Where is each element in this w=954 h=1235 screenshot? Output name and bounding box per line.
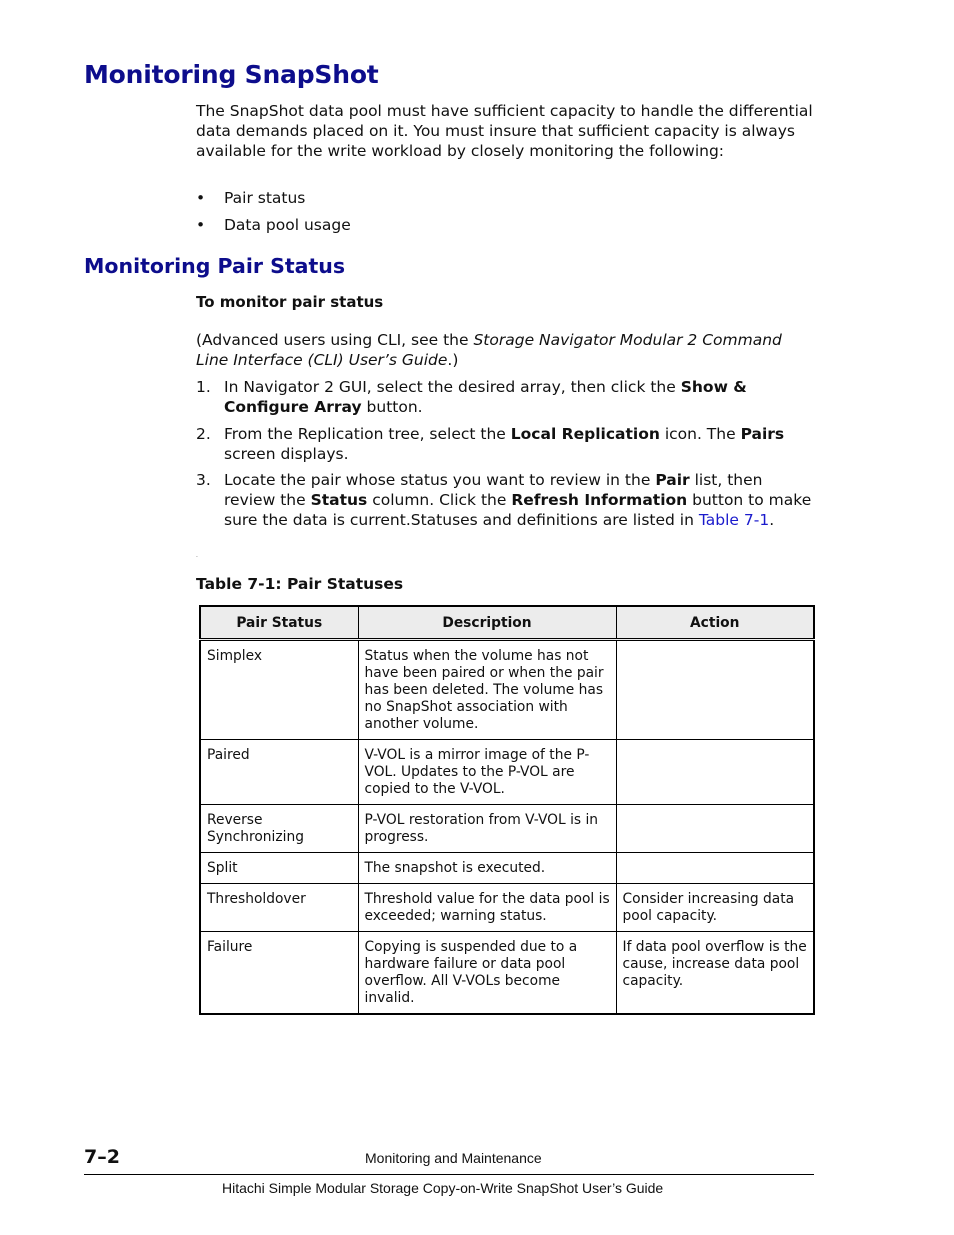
advanced-note-end: .) bbox=[447, 350, 459, 369]
step-text-run: column. Click the bbox=[367, 490, 512, 509]
table-row bbox=[200, 640, 814, 740]
action-cell bbox=[616, 640, 814, 740]
step-text-run: button. bbox=[361, 397, 423, 416]
step-text bbox=[224, 425, 816, 465]
step-item bbox=[196, 425, 816, 465]
step-text-run: From the Replication tree, select the bbox=[224, 425, 511, 443]
table-header-row bbox=[200, 606, 814, 640]
bullet-item bbox=[196, 188, 305, 208]
page-title: Monitoring SnapShot bbox=[84, 60, 379, 89]
bullet-text: Pair status bbox=[224, 189, 306, 207]
cli-guide-title: Storage Navigator Modular 2 Command Line Interface (CLI) User’s Guide bbox=[196, 331, 782, 369]
status-column-ref: Status bbox=[310, 490, 368, 509]
pair-status-cell: Reverse Synchronizing bbox=[200, 805, 358, 853]
bullet-glyph: • bbox=[196, 216, 206, 234]
table-row bbox=[200, 740, 814, 805]
bullet-text: Data pool usage bbox=[224, 216, 351, 234]
column-header: Action bbox=[616, 606, 814, 640]
step-text-run: In Navigator 2 GUI, select the desired array, then click the bbox=[224, 378, 681, 396]
advanced-users-note bbox=[196, 331, 816, 371]
bullet-item bbox=[196, 215, 351, 235]
page-number: 7–2 bbox=[84, 1146, 120, 1168]
table-row bbox=[200, 853, 814, 884]
step-text bbox=[224, 471, 816, 530]
step-text-run: button to make sure the data is current.Statuses and definitions are listed in bbox=[224, 490, 812, 529]
step-text-run: screen displays. bbox=[224, 444, 349, 463]
footer-divider bbox=[84, 1174, 814, 1175]
pair-status-table bbox=[199, 605, 815, 1015]
refresh-information-ref: Refresh Information bbox=[511, 490, 688, 509]
pair-status-cell: Thresholdover bbox=[200, 884, 358, 932]
step-text-run: list, then review the bbox=[224, 471, 763, 509]
column-header: Pair Status bbox=[200, 606, 358, 640]
action-cell: Consider increasing data pool capacity. bbox=[616, 884, 814, 932]
step-text-run: icon. The bbox=[659, 425, 741, 443]
pair-status-cell: Paired bbox=[200, 740, 358, 805]
pair-status-cell: Split bbox=[200, 853, 358, 884]
footer-section-title: Monitoring and Maintenance bbox=[365, 1150, 542, 1166]
stray-mark: . bbox=[196, 552, 198, 559]
action-cell bbox=[616, 853, 814, 884]
local-replication-ref: Local Replication bbox=[510, 425, 660, 443]
table-row bbox=[200, 805, 814, 853]
step-text-run: Locate the pair whose status you want to review in the bbox=[224, 471, 656, 489]
step-number: 1. bbox=[196, 378, 211, 396]
pair-list-ref: Pair bbox=[655, 471, 690, 489]
step-text-run: . bbox=[769, 510, 775, 529]
step-item bbox=[196, 471, 816, 530]
advanced-note-text: (Advanced users using CLI, see the bbox=[196, 331, 474, 349]
step-number: 2. bbox=[196, 425, 211, 443]
description-cell: Status when the volume has not have been paired or when the pair has been deleted. The volume has no SnapShot association with another volume. bbox=[358, 640, 616, 740]
description-cell: The snapshot is executed. bbox=[358, 853, 616, 884]
pairs-ref: Pairs bbox=[740, 425, 785, 443]
footer-book-title: Hitachi Simple Modular Storage Copy-on-Write SnapShot User’s Guide bbox=[222, 1180, 664, 1196]
table-row bbox=[200, 932, 814, 1015]
description-cell: Copying is suspended due to a hardware failure or data pool overflow. All V-VOLs become invalid. bbox=[358, 932, 616, 1015]
step-item bbox=[196, 378, 816, 418]
procedure-title: To monitor pair status bbox=[196, 293, 384, 311]
section-heading: Monitoring Pair Status bbox=[84, 254, 346, 278]
step-text bbox=[224, 378, 816, 418]
action-cell bbox=[616, 740, 814, 805]
description-cell: Threshold value for the data pool is exceeded; warning status. bbox=[358, 884, 616, 932]
intro-paragraph: The SnapShot data pool must have sufficient capacity to handle the differential data demands placed on it. You must insure that sufficient capacity is always available for the write workload by closely monitoring the following: bbox=[196, 102, 813, 160]
description-cell: P-VOL restoration from V-VOL is in progress. bbox=[358, 805, 616, 853]
show-configure-array-ref: Show & Configure Array bbox=[224, 378, 747, 416]
pair-status-cell: Failure bbox=[200, 932, 358, 1015]
column-header: Description bbox=[358, 606, 616, 640]
action-cell bbox=[616, 805, 814, 853]
table-caption: Table 7-1: Pair Statuses bbox=[196, 575, 404, 593]
table-row bbox=[200, 884, 814, 932]
description-cell: V-VOL is a mirror image of the P-VOL. Updates to the P-VOL are copied to the V-VOL. bbox=[358, 740, 616, 805]
bullet-glyph: • bbox=[196, 189, 206, 207]
action-cell: If data pool overflow is the cause, increase data pool capacity. bbox=[616, 932, 814, 1015]
pair-status-cell: Simplex bbox=[200, 640, 358, 740]
step-number: 3. bbox=[196, 471, 211, 489]
table-7-1-link[interactable]: Table 7-1 bbox=[698, 510, 770, 529]
